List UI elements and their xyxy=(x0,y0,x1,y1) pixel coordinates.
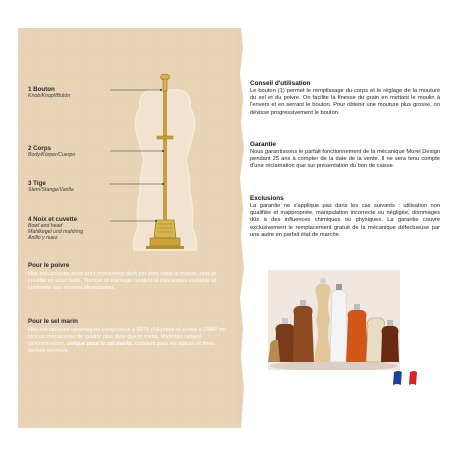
warranty-section xyxy=(250,141,440,171)
part-knob xyxy=(28,86,138,99)
part-stem xyxy=(28,180,138,193)
exclusions-section xyxy=(250,195,440,239)
pepper-text: Nos mécaniques acier sont mortaisées dent par dent dans la masse, noix et cuvette en acier taillé. Trempe et étamage rendent la mécanique inusable et conforme aux normes alimentaires. xyxy=(28,271,217,291)
grinder-collection-photo xyxy=(268,270,400,370)
part-knob-translations: Knob/Knopf/Botón xyxy=(28,93,71,99)
grinding-head-shape xyxy=(154,220,176,238)
part-knob-title: 1 Bouton xyxy=(28,86,55,93)
part-head-translation-de: Mahlkegel und mahlring xyxy=(28,229,84,236)
french-flag-icon xyxy=(392,368,418,388)
usage-section xyxy=(250,80,440,117)
part-body-title: 2 Corps xyxy=(28,145,52,152)
pepper-title: Pour le poivre xyxy=(28,262,70,269)
warranty-body: Nous garantissons le parfait fonctionnement de la mécanique Morel Design pendant 25 ans à compter de la date de la vente. Il ne sera tenu compte d'une réclamation que sur présentation du bon de caisse. xyxy=(250,149,440,170)
torn-edge xyxy=(238,28,244,428)
part-head-translation-en: Bowl and head xyxy=(28,223,63,229)
part-body xyxy=(28,145,138,158)
usage-title: Conseil d'utilisation xyxy=(250,80,311,87)
part-body-translations: Body/Körper/Cuerpo xyxy=(28,152,76,158)
warranty-title: Garantie xyxy=(250,141,276,148)
pepper-body xyxy=(28,271,228,292)
part-stem-translations: Stem/Stange/Varilla xyxy=(28,187,74,193)
part-head-title: 4 Noix et cuvette xyxy=(28,216,78,223)
usage-body: Le bouton (1) permet le remplissage du corps et le réglage de la mouture du sel et du poivre. On facilite la finesse du grain en mettant le moulin à l'envers et en serrant le bouton. Pour obtenir une mouture plus grosse, on dévisse progressivement le bouton. xyxy=(250,88,440,116)
stem-shape xyxy=(164,91,167,221)
part-head-translation-es: Anillo y nuez xyxy=(28,235,58,242)
salt-title: Pour le sel marin xyxy=(28,318,78,325)
part-grinder-head xyxy=(28,216,138,242)
salt-body xyxy=(28,327,228,355)
exclusions-title: Exclusions xyxy=(250,195,284,202)
exclusions-body: La garantie ne s'applique pas dans les cas suivants : utilisation non qualifiée et inappropriée, manipulation incorrecte ou négligée, dommages dûs à des influences chimiques ou physiques. La garantie couvre exclusivement le remplacement gratuit de la mécanique défectueuse par une autre en parfait état de marche. xyxy=(250,203,440,238)
salt-text-emphasis: unique pour le sel marin, xyxy=(66,341,134,347)
part-stem-title: 3 Tige xyxy=(28,180,46,187)
salt-text-start: Nos mécaniques céramiques composées à 99 % d'alumine et cuites à 1680° en font un mécanisme de qualité plus dure que le métal. Matériau naturel (anticorrosion), xyxy=(28,327,226,347)
salt-text-end: convient pour les épices et fines herbes séchées. xyxy=(28,341,215,354)
